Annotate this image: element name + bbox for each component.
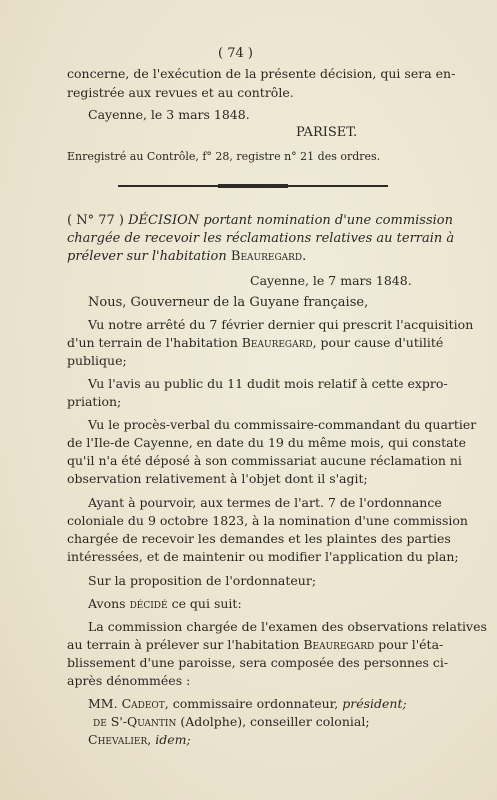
decision-heading-line-3: [67, 250, 306, 263]
decision-title-c: prélever sur l'habitation: [67, 249, 227, 264]
para-4-line-3: chargée de recevoir les demandes et les plaintes des parties: [67, 531, 451, 546]
para-1-line-3: publique;: [67, 353, 127, 368]
member-2-name: de S'-Quantin: [93, 714, 177, 729]
para-7-line-2: au terrain à prélever sur l'habitation Beauregard pour l'éta-: [67, 637, 444, 652]
para-4-line-1: Ayant à pourvoir, aux termes de l'art. 7 de l'ordonnance: [88, 495, 442, 510]
member-1-role: président;: [342, 696, 407, 711]
decided-word: décidé: [129, 596, 168, 611]
member-2: de S'-Quantin (Adolphe), conseiller colonial;: [93, 714, 370, 729]
signature: PARISET.: [296, 125, 358, 140]
para-1-line-2: d'un terrain de l'habitation Beauregard, pour cause d'utilité: [67, 335, 444, 350]
member-3-name: Chevalier: [88, 732, 148, 747]
para-2-line-2: priation;: [67, 394, 122, 409]
decision-heading-line-1: [67, 214, 453, 227]
top-line-1: concerne, de l'exécution de la présente décision, qui sera en-: [67, 66, 456, 81]
para-3-line-4: observation relativement à l'objet dont il s'agit;: [67, 471, 368, 486]
decision-date: Cayenne, le 7 mars 1848.: [250, 273, 412, 288]
member-3-role: idem;: [155, 732, 191, 747]
para-4-line-4: intéressées, et de maintenir ou modifier l'application du plan;: [67, 549, 459, 564]
member-1-name: Cadeot: [121, 696, 165, 711]
para-7-line-1: La commission chargée de l'examen des observations relatives: [88, 619, 487, 634]
top-date: Cayenne, le 3 mars 1848.: [88, 107, 250, 122]
bleed-through-shadow: [237, 0, 497, 60]
para-4-line-2: coloniale du 9 octobre 1823, à la nomination d'une commission: [67, 513, 468, 528]
para-3-line-2: de l'Ile-de Cayenne, en date du 19 du même mois, qui constate: [67, 435, 466, 450]
para-3-line-3: qu'il n'a été déposé à son commissariat aucune réclamation ni: [67, 453, 462, 468]
para-6: Avons décidé ce qui suit:: [88, 596, 242, 611]
member-3: Chevalier, idem;: [88, 732, 191, 747]
member-1: MM. Cadeot, commissaire ordonnateur, président;: [88, 696, 407, 711]
para-7-line-4: après dénommées :: [67, 673, 191, 688]
section-divider: [118, 185, 388, 187]
decision-estate-name: Beauregard.: [230, 249, 307, 264]
decision-title-a: portant nomination d'une commission: [203, 213, 454, 228]
registration-note: Enregistré au Contrôle, f° 28, registre n° 21 des ordres.: [67, 150, 381, 163]
estate-name: Beauregard: [241, 335, 313, 350]
para-3-line-1: Vu le procès-verbal du commissaire-commandant du quartier: [88, 417, 477, 432]
estate-name-2: Beauregard: [303, 637, 375, 652]
page-number: ( 74 ): [218, 46, 253, 61]
decision-heading-line-2: chargée de recevoir les réclamations relatives au terrain à: [67, 231, 455, 246]
decision-number: ( N° 77 ): [67, 213, 124, 228]
top-line-2: registrée aux revues et au contrôle.: [67, 85, 294, 100]
para-2-line-1: Vu l'avis au public du 11 dudit mois relatif à cette expro-: [88, 376, 448, 391]
para-5: Sur la proposition de l'ordonnateur;: [88, 573, 317, 588]
para-7-line-3: blissement d'une paroisse, sera composée des personnes ci-: [67, 655, 449, 670]
decision-label: DÉCISION: [128, 213, 200, 228]
nous-line: Nous, Gouverneur de la Guyane française,: [88, 295, 369, 310]
para-1-line-1: Vu notre arrêté du 7 février dernier qui prescrit l'acquisition: [88, 317, 474, 332]
